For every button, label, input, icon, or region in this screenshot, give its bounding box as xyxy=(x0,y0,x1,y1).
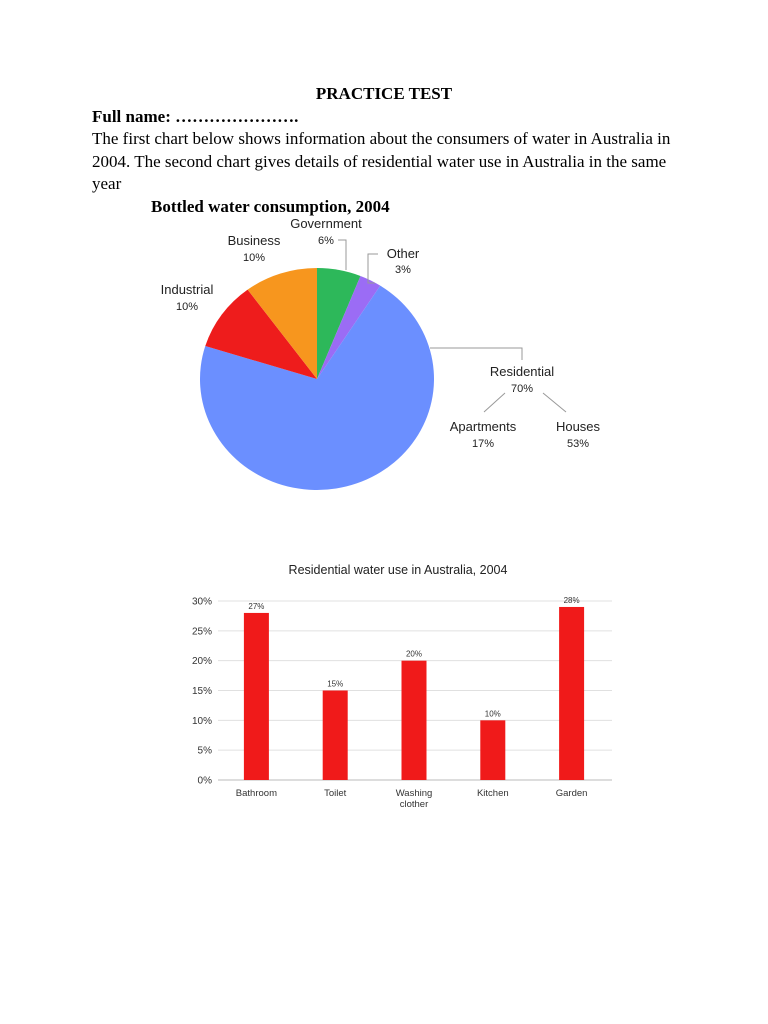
y-tick-label: 25% xyxy=(191,626,212,638)
bar-data-label: 10% xyxy=(484,709,501,719)
bar-chart-title: Residential water use in Australia, 2004 xyxy=(288,563,508,577)
y-tick-label: 30% xyxy=(191,596,212,608)
y-tick-label: 20% xyxy=(191,656,212,668)
bar-washing-clother xyxy=(402,661,427,780)
bar-data-label: 15% xyxy=(327,679,344,689)
pie-label-government: Government xyxy=(290,216,362,231)
pie-value-apartments: 17% xyxy=(471,438,495,450)
x-tick-label: Toilet xyxy=(324,788,347,799)
pie-value-business: 10% xyxy=(242,252,266,264)
pie-value-residential: 70% xyxy=(510,383,534,395)
y-tick-label: 15% xyxy=(191,686,212,697)
full-name-label: Full name: …………………. xyxy=(92,107,299,126)
leader-apartments xyxy=(484,393,505,412)
pie-label-apartments: Apartments xyxy=(449,419,517,434)
pie-label-other: Other xyxy=(386,246,420,261)
bar-data-label: 28% xyxy=(563,595,580,605)
leader-other xyxy=(368,254,378,283)
x-tick-label: Kitchen xyxy=(476,788,509,799)
pie-value-government: 6% xyxy=(318,235,334,247)
x-tick-label: Bathroom xyxy=(235,788,277,799)
bar-bathroom xyxy=(244,613,269,780)
pie-label-business: Business xyxy=(227,233,281,248)
x-tick-label: Washing xyxy=(395,788,433,799)
pie-label-residential: Residential xyxy=(489,364,555,379)
pie-value-houses: 53% xyxy=(566,438,590,450)
bar-kitchen xyxy=(480,720,505,780)
pie-chart-title: Bottled water consumption, 2004 xyxy=(151,197,390,216)
bar-garden xyxy=(559,607,584,780)
y-tick-label: 5% xyxy=(197,745,212,757)
pie-value-other: 3% xyxy=(395,264,411,276)
intro-paragraph: The first chart below shows information about the consumers of water in Australia in 2004. The second chart gives details of residential water use in Australia in the same year xyxy=(92,129,671,193)
x-tick-label: clother xyxy=(399,799,429,810)
leader-houses xyxy=(543,393,566,412)
y-tick-label: 10% xyxy=(191,715,212,727)
bar-data-label: 27% xyxy=(248,601,265,611)
x-tick-label: Garden xyxy=(555,788,588,799)
pie-label-industrial: Industrial xyxy=(160,282,214,297)
y-tick-label: 0% xyxy=(197,775,212,787)
pie-label-houses: Houses xyxy=(555,419,601,434)
pie-value-industrial: 10% xyxy=(175,301,199,313)
page-title: PRACTICE TEST xyxy=(315,84,453,103)
bar-toilet xyxy=(323,691,348,781)
leader-residential xyxy=(430,348,522,360)
bar-data-label: 20% xyxy=(405,649,423,659)
leader-government xyxy=(338,240,346,270)
